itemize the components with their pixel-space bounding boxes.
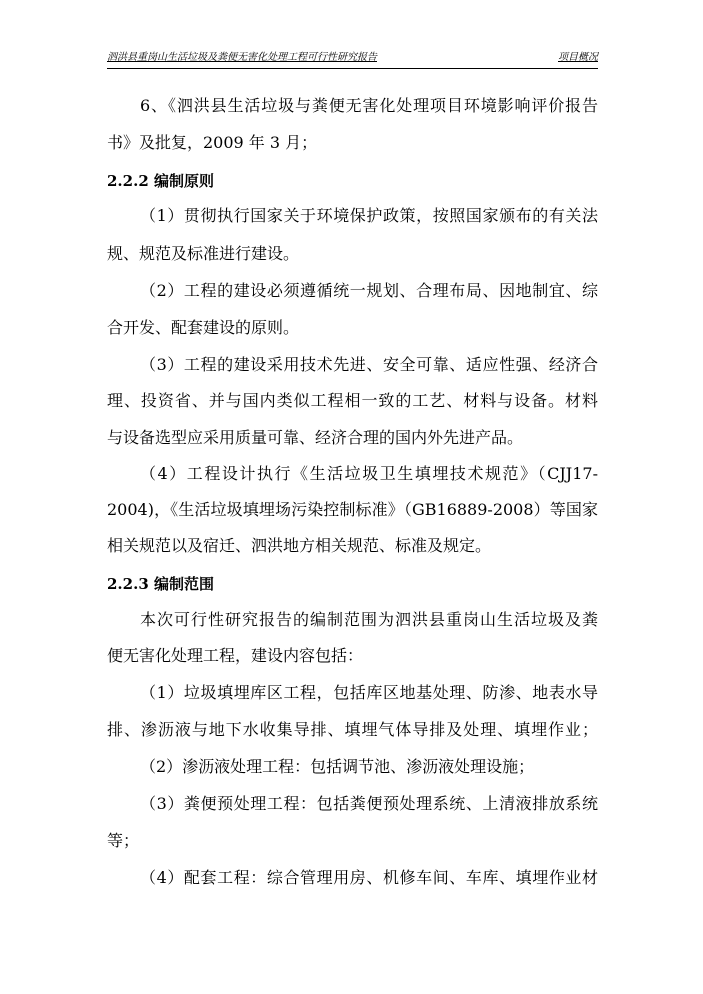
paragraph-line: （1）垃圾填埋库区工程，包括库区地基处理、防渗、地表水导 — [140, 683, 598, 702]
paragraph-line: 2004)，《生活垃圾填埋场污染控制标准》（GB16889-2008）等国家 — [107, 500, 598, 519]
paragraph-line: 理、投资省、并与国内类似工程相一致的工艺、材料与设备。材料 — [107, 391, 598, 410]
paragraph-line: 便无害化处理工程，建设内容包括： — [107, 646, 364, 665]
paragraph-line: 等； — [107, 831, 140, 850]
paragraph-line: 规、规范及标准进行建设。 — [107, 244, 300, 263]
paragraph-line: （2）工程的建设必须遵循统一规划、合理布局、因地制宜、综 — [140, 281, 598, 300]
paragraph-line: （3）粪便预处理工程：包括粪便预处理系统、上清液排放系统 — [140, 794, 598, 813]
header-document-title: 泗洪县重岗山生活垃圾及粪便无害化处理工程可行性研究报告 — [107, 52, 377, 63]
paragraph-line: 本次可行性研究报告的编制范围为泗洪县重岗山生活垃圾及粪 — [140, 610, 598, 629]
paragraph-line: 6、《泗洪县生活垃圾与粪便无害化处理项目环境影响评价报告 — [140, 96, 598, 115]
paragraph-line: 排、渗沥液与地下水收集导排、填埋气体导排及处理、填埋作业； — [107, 720, 598, 739]
paragraph-line: 相关规范以及宿迁、泗洪地方相关规范、标准及规定。 — [107, 536, 492, 555]
paragraph-line: 书》及批复，2009 年 3 月； — [107, 133, 318, 152]
paragraph-line: （2）渗沥液处理工程：包括调节池、渗沥液处理设施； — [140, 757, 535, 776]
paragraph-line: 与设备选型应采用质量可靠、经济合理的国内外先进产品。 — [107, 428, 524, 447]
paragraph-line: （1）贯彻执行国家关于环境保护政策，按照国家颁布的有关法 — [140, 206, 598, 225]
section-heading-2-2-2: 2.2.2 编制原则 — [107, 172, 214, 190]
section-heading-2-2-3: 2.2.3 编制范围 — [107, 575, 214, 593]
page-header — [107, 50, 598, 69]
paragraph-line: （4）配套工程：综合管理用房、机修车间、车库、填埋作业材 — [140, 868, 598, 887]
header-section-title: 项目概况 — [558, 52, 598, 63]
paragraph-line: （4）工程设计执行《生活垃圾卫生填埋技术规范》（CJJ17- — [140, 464, 598, 483]
paragraph-line: 合开发、配套建设的原则。 — [107, 318, 300, 337]
paragraph-line: （3）工程的建设采用技术先进、安全可靠、适应性强、经济合 — [140, 355, 598, 374]
